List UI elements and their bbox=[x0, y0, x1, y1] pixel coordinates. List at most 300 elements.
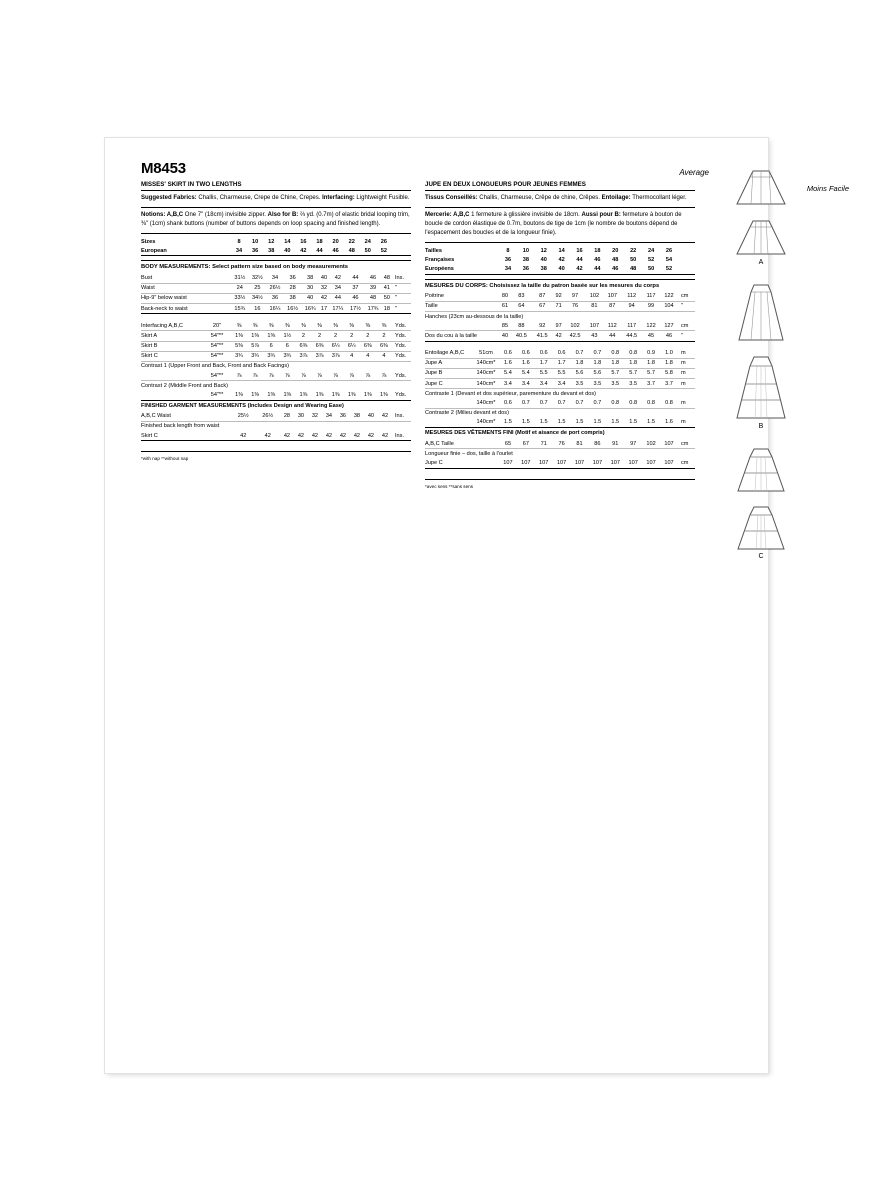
cell: 88 bbox=[511, 321, 532, 331]
english-finished-head: FINISHED GARMENT MEASUREMENTS (Includes Design and Wearing Ease) bbox=[141, 402, 344, 409]
french-column bbox=[425, 177, 695, 489]
skirt-short-flared-icon bbox=[733, 168, 789, 208]
cell: 6⅜ bbox=[311, 341, 327, 351]
cell: ⅜ bbox=[360, 321, 376, 331]
row-label: Poitrine bbox=[425, 292, 499, 302]
english-body-measurements-head: BODY MEASUREMENTS: Select pattern size based on body measurements bbox=[141, 260, 411, 270]
cell: 1.0 bbox=[660, 349, 678, 359]
table-row bbox=[425, 321, 695, 331]
table-row bbox=[425, 418, 695, 428]
cell: 1.7 bbox=[535, 358, 553, 368]
unit-cell: Yds. bbox=[392, 371, 411, 381]
width-cell: 54"** bbox=[203, 351, 231, 361]
finished-sub: Longueur finie – dos, taille à l'ourlet bbox=[425, 450, 513, 457]
cell: 107 bbox=[660, 458, 678, 468]
row-label: Entoilage A,B,C bbox=[425, 349, 473, 359]
cell: 40 bbox=[553, 264, 571, 274]
unit-cell: Ins. bbox=[392, 273, 411, 283]
cell: 0.6 bbox=[553, 349, 571, 359]
cell: 127 bbox=[660, 321, 678, 331]
skirt-long-tiered-icon bbox=[733, 354, 789, 422]
hip-label: Hanches (23cm au-dessous de la taille) bbox=[425, 313, 524, 320]
table-row bbox=[425, 408, 695, 418]
width-cell: 54"** bbox=[203, 341, 231, 351]
cell: 3.5 bbox=[624, 379, 642, 389]
cell: 36 bbox=[336, 412, 350, 422]
cell: 40 bbox=[364, 412, 378, 422]
cell: 80 bbox=[499, 292, 511, 302]
size-cell: 22 bbox=[630, 247, 637, 254]
cell: 36 bbox=[266, 293, 284, 303]
notions-label: Mercerie: A,B,C bbox=[425, 212, 470, 218]
unit-cell: Yds. bbox=[392, 351, 411, 361]
contrast2-label: Contrast 2 (Middle Front and Back) bbox=[141, 382, 229, 389]
unit-cell: " bbox=[392, 303, 411, 313]
cell: 34 bbox=[266, 273, 284, 283]
cell: 0.6 bbox=[535, 349, 553, 359]
row-label bbox=[141, 371, 203, 381]
divider bbox=[425, 242, 695, 243]
table-row bbox=[141, 303, 411, 313]
size-cell: 12 bbox=[540, 247, 547, 254]
cell: 17¾ bbox=[364, 303, 382, 313]
cell: 54 bbox=[665, 256, 673, 263]
cell: 3.5 bbox=[606, 379, 624, 389]
cell: 6 bbox=[279, 341, 295, 351]
cell: 44 bbox=[347, 273, 365, 283]
size-cell: 20 bbox=[332, 238, 339, 245]
notions-b-label: Aussi pour B: bbox=[581, 212, 621, 218]
cell: 44 bbox=[588, 264, 606, 274]
cell: 1.5 bbox=[624, 418, 642, 428]
cell: 97 bbox=[553, 321, 565, 331]
cell: ⅞ bbox=[263, 371, 279, 381]
interfacing-text: Lightweight Fusible. bbox=[354, 195, 410, 201]
cell: 42 bbox=[322, 431, 336, 441]
cell: 112 bbox=[603, 321, 621, 331]
cell: 65 bbox=[499, 439, 517, 449]
row-label: Back-neck to waist bbox=[141, 303, 231, 313]
cell: 25½ bbox=[231, 412, 255, 422]
size-cell: 24 bbox=[364, 238, 371, 245]
unit-cell bbox=[392, 246, 411, 256]
cell: 18 bbox=[382, 303, 392, 313]
cell: 83 bbox=[511, 292, 532, 302]
size-cell: 26 bbox=[665, 247, 673, 254]
cell: 4 bbox=[376, 351, 392, 361]
unit-cell: Yds. bbox=[392, 331, 411, 341]
french-finished-table bbox=[425, 439, 695, 469]
width-cell: 140cm* bbox=[473, 358, 499, 368]
row-label bbox=[425, 398, 473, 408]
row-label: Jupe B bbox=[425, 368, 473, 378]
cell: 97 bbox=[624, 439, 642, 449]
interfacing-text: Thermocollant léger. bbox=[630, 195, 687, 201]
table-row bbox=[141, 331, 411, 341]
cell: 1.7 bbox=[553, 358, 571, 368]
row-label: Interfacing A,B,C bbox=[141, 321, 203, 331]
cell: 44.5 bbox=[621, 331, 642, 341]
unit-cell: Ins. bbox=[392, 431, 411, 441]
cell: 5.5 bbox=[535, 368, 553, 378]
cell: 1.6 bbox=[499, 358, 517, 368]
cell: ⅜ bbox=[295, 321, 311, 331]
cell: 6⅜ bbox=[295, 341, 311, 351]
cell: 46 bbox=[660, 331, 678, 341]
cell: 0.7 bbox=[553, 398, 571, 408]
cell: 43 bbox=[585, 331, 603, 341]
cell: ⅞ bbox=[360, 371, 376, 381]
row-label: Jupe A bbox=[425, 358, 473, 368]
cell: ⅞ bbox=[344, 371, 360, 381]
table-row bbox=[425, 358, 695, 368]
cell: 2 bbox=[311, 331, 327, 341]
cell: 1.8 bbox=[588, 358, 606, 368]
spacer bbox=[425, 342, 695, 346]
cell: 0.8 bbox=[642, 398, 660, 408]
european-label: European bbox=[141, 246, 231, 256]
difficulty-fr: Moins Facile bbox=[806, 184, 849, 193]
width-cell: 54"** bbox=[203, 371, 231, 381]
table-row bbox=[141, 321, 411, 331]
cell: 6 bbox=[263, 341, 279, 351]
cell: 42 bbox=[308, 431, 322, 441]
cell: 1.5 bbox=[535, 418, 553, 428]
cell: ⅜ bbox=[328, 321, 344, 331]
french-title: JUPE EN DEUX LONGUEURS POUR JEUNES FEMMES bbox=[425, 181, 695, 191]
cell: 1⅜ bbox=[360, 390, 376, 400]
cell: 85 bbox=[499, 321, 511, 331]
figure-short-1 bbox=[729, 168, 793, 208]
cell: 33½ bbox=[231, 293, 249, 303]
cell: 32 bbox=[319, 283, 329, 293]
cell: 38 bbox=[535, 264, 553, 274]
cell: 107 bbox=[660, 439, 678, 449]
cell: 42 bbox=[336, 431, 350, 441]
figure-long-3 bbox=[729, 446, 793, 494]
width-cell: 54"** bbox=[203, 331, 231, 341]
french-size-table bbox=[425, 246, 695, 275]
row-label bbox=[425, 321, 499, 331]
cell: 40 bbox=[319, 273, 329, 283]
cell: 0.8 bbox=[606, 398, 624, 408]
pattern-number: M8453 bbox=[141, 160, 186, 177]
finished-sub: Finished back length from waist bbox=[141, 423, 220, 430]
table-row bbox=[425, 398, 695, 408]
row-label bbox=[425, 418, 473, 428]
cell: 5⅞ bbox=[247, 341, 263, 351]
cell: 1.5 bbox=[553, 418, 571, 428]
cell: 1.8 bbox=[571, 358, 589, 368]
unit-cell: m bbox=[678, 368, 695, 378]
french-body-table bbox=[425, 292, 695, 342]
notions-label: Notions: A,B,C bbox=[141, 212, 184, 218]
spacer bbox=[141, 314, 411, 318]
cell: 107 bbox=[499, 458, 517, 468]
figure-label-c: C bbox=[758, 553, 764, 560]
unit-cell: m bbox=[678, 398, 695, 408]
cell: ⅜ bbox=[247, 321, 263, 331]
cell: 107 bbox=[535, 458, 553, 468]
cell: 1⅜ bbox=[295, 390, 311, 400]
sizes-label: Sizes bbox=[141, 238, 156, 245]
cell: 28 bbox=[284, 283, 302, 293]
row-label bbox=[141, 390, 203, 400]
size-cell: 24 bbox=[647, 247, 655, 254]
table-row bbox=[141, 283, 411, 293]
table-row bbox=[141, 421, 411, 431]
cell: 5.4 bbox=[499, 368, 517, 378]
cell: 1.8 bbox=[660, 358, 678, 368]
cell: 1.6 bbox=[517, 358, 535, 368]
cell: 42 bbox=[255, 431, 279, 441]
cell: 44 bbox=[329, 293, 347, 303]
pattern-envelope-back bbox=[105, 138, 849, 1073]
cell: 107 bbox=[588, 458, 606, 468]
table-row bbox=[141, 390, 411, 400]
width-cell: 51cm bbox=[473, 349, 499, 359]
contrast1-label: Contraste 1 (Devant et dos supérieur, parementure du devant et dos) bbox=[425, 390, 597, 397]
cell: 46 bbox=[606, 264, 624, 274]
cell: 42 bbox=[558, 256, 565, 263]
cell: 81 bbox=[585, 301, 603, 311]
width-cell: 140cm* bbox=[473, 368, 499, 378]
skirt-long-flared-icon bbox=[733, 282, 789, 344]
european-cell: 46 bbox=[328, 246, 344, 256]
table-row bbox=[141, 371, 411, 381]
table-row bbox=[141, 431, 411, 441]
cell: 5.6 bbox=[571, 368, 589, 378]
unit-cell: " bbox=[678, 331, 695, 341]
cell: 52 bbox=[660, 264, 678, 274]
cell: 102 bbox=[585, 292, 603, 302]
width-cell: 140cm* bbox=[473, 418, 499, 428]
cell: 3⅞ bbox=[295, 351, 311, 361]
table-row bbox=[141, 273, 411, 283]
size-cell: 10 bbox=[252, 238, 259, 245]
cell: 76 bbox=[565, 301, 586, 311]
cell: 1⅜ bbox=[311, 390, 327, 400]
row-label: Waist bbox=[141, 283, 231, 293]
cell: 24 bbox=[231, 283, 249, 293]
cell: 1⅜ bbox=[231, 331, 247, 341]
cell: 16¼ bbox=[266, 303, 284, 313]
cell: 3¾ bbox=[247, 351, 263, 361]
cell: 1.5 bbox=[499, 418, 517, 428]
size-cell: 22 bbox=[348, 238, 355, 245]
size-cell: 8 bbox=[237, 238, 241, 245]
content-area bbox=[141, 160, 849, 560]
table-row bbox=[141, 361, 411, 371]
cell: 40.5 bbox=[511, 331, 532, 341]
width-cell: 54"** bbox=[203, 390, 231, 400]
cell: 42 bbox=[553, 331, 565, 341]
cell: 107 bbox=[642, 458, 660, 468]
table-row bbox=[141, 293, 411, 303]
cell: 0.8 bbox=[660, 398, 678, 408]
skirt-long-tiered-3-icon bbox=[733, 504, 789, 552]
french-footnote: *avec sens **sans sens bbox=[425, 479, 695, 489]
cell: 41 bbox=[382, 283, 392, 293]
unit-cell: Yds. bbox=[392, 390, 411, 400]
english-column bbox=[141, 177, 411, 489]
size-cell: 14 bbox=[284, 238, 291, 245]
table-row bbox=[425, 439, 695, 449]
row-label: A,B,C Taille bbox=[425, 439, 499, 449]
unit-cell: Yds. bbox=[392, 321, 411, 331]
row-label: A,B,C Waist bbox=[141, 412, 231, 422]
cell: 81 bbox=[571, 439, 589, 449]
cell: 67 bbox=[532, 301, 553, 311]
english-notions bbox=[141, 211, 411, 229]
english-body-table bbox=[141, 273, 411, 314]
cell: 3.4 bbox=[535, 379, 553, 389]
cell: 3.7 bbox=[642, 379, 660, 389]
cell: 44 bbox=[603, 331, 621, 341]
french-sizes-label: Françaises bbox=[425, 256, 455, 263]
cell: 1⅜ bbox=[231, 390, 247, 400]
cell: 117 bbox=[642, 292, 660, 302]
cell: 28 bbox=[280, 412, 294, 422]
unit-cell: m bbox=[678, 358, 695, 368]
european-cell: 36 bbox=[247, 246, 263, 256]
european-cell: 40 bbox=[279, 246, 295, 256]
european-label: Européens bbox=[425, 264, 499, 274]
sizes-label: Tailles bbox=[425, 247, 442, 254]
cell: 1⅜ bbox=[279, 390, 295, 400]
two-column-body bbox=[141, 177, 741, 489]
cell: 26½ bbox=[255, 412, 279, 422]
table-row bbox=[425, 349, 695, 359]
cell: 38 bbox=[301, 273, 319, 283]
table-row bbox=[425, 301, 695, 311]
cell: 1.5 bbox=[588, 418, 606, 428]
unit-cell: " bbox=[392, 283, 411, 293]
cell: 0.7 bbox=[588, 349, 606, 359]
cell: 107 bbox=[606, 458, 624, 468]
row-label: Dos du cou à la taille bbox=[425, 331, 499, 341]
cell: 46 bbox=[594, 256, 601, 263]
cell: ⅞ bbox=[311, 371, 327, 381]
fabrics-text: Challis, Charmeuse, Crepe de Chine, Crepes. bbox=[196, 195, 321, 201]
width-cell: 20" bbox=[203, 321, 231, 331]
table-row bbox=[141, 412, 411, 422]
cell: 1.6 bbox=[660, 418, 678, 428]
cell: 1⅜ bbox=[247, 331, 263, 341]
cell: 42 bbox=[378, 412, 392, 422]
cell: 48 bbox=[382, 273, 392, 283]
cell: 16¾ bbox=[301, 303, 319, 313]
unit-cell bbox=[678, 264, 695, 274]
cell: 38 bbox=[522, 256, 529, 263]
cell: 5.7 bbox=[624, 368, 642, 378]
cell: 50 bbox=[630, 256, 637, 263]
english-size-table bbox=[141, 237, 411, 256]
cell: 5.4 bbox=[517, 368, 535, 378]
cell: 0.8 bbox=[624, 398, 642, 408]
cell: 46 bbox=[364, 273, 382, 283]
cell: 5.5 bbox=[553, 368, 571, 378]
cell: 122 bbox=[642, 321, 660, 331]
unit-cell: cm bbox=[678, 321, 695, 331]
cell: 5⅜ bbox=[231, 341, 247, 351]
french-finished-head: MESURES DES VÊTEMENTS FINI (Motif et aisance de port compris) bbox=[425, 430, 605, 436]
cell: 26½ bbox=[266, 283, 284, 293]
cell: 38 bbox=[284, 293, 302, 303]
unit-cell: " bbox=[392, 293, 411, 303]
cell: 36 bbox=[504, 256, 512, 263]
unit-cell: m bbox=[678, 379, 695, 389]
cell: 67 bbox=[517, 439, 535, 449]
unit-cell: cm bbox=[678, 458, 695, 468]
cell: ⅜ bbox=[311, 321, 327, 331]
cell: 71 bbox=[535, 439, 553, 449]
cell: 102 bbox=[565, 321, 586, 331]
size-cell: 18 bbox=[594, 247, 601, 254]
unit-cell: Yds. bbox=[392, 341, 411, 351]
notions-b-text: fermeture à bouton de boucle de cordon élastique de 0.7m, boutons de tige de 1cm (le nombre de boutons dépend de l'espacement des boucles et de la longueur finie). bbox=[425, 212, 682, 236]
cell: 2 bbox=[360, 331, 376, 341]
cell: ⅜ bbox=[376, 321, 392, 331]
unit-cell: Ins. bbox=[392, 412, 411, 422]
table-row bbox=[425, 311, 695, 321]
header bbox=[141, 160, 741, 177]
cell: 48 bbox=[612, 256, 619, 263]
cell: 1⅜ bbox=[263, 390, 279, 400]
width-cell: 140cm* bbox=[473, 379, 499, 389]
size-cell: 10 bbox=[522, 247, 529, 254]
cell: 1⅜ bbox=[263, 331, 279, 341]
cell: 40 bbox=[540, 256, 547, 263]
figure-label-b: B bbox=[758, 423, 764, 430]
european-cell: 50 bbox=[360, 246, 376, 256]
european-cell: 42 bbox=[295, 246, 311, 256]
cell: 32½ bbox=[249, 273, 267, 283]
french-notions bbox=[425, 211, 695, 238]
cell: 44 bbox=[576, 256, 583, 263]
cell: 34 bbox=[499, 264, 517, 274]
cell: 3.5 bbox=[588, 379, 606, 389]
cell: 61 bbox=[499, 301, 511, 311]
cell: 37 bbox=[347, 283, 365, 293]
cell: 0.8 bbox=[624, 349, 642, 359]
cell: 112 bbox=[621, 292, 642, 302]
fabrics-text: Challis, Charmeuse, Crêpe de chine, Crêpes. bbox=[477, 195, 600, 201]
cell: 38 bbox=[350, 412, 364, 422]
cell: 1⅜ bbox=[328, 390, 344, 400]
cell: 42 bbox=[329, 273, 347, 283]
unit-cell: cm bbox=[678, 292, 695, 302]
cell: 3⅞ bbox=[328, 351, 344, 361]
fabrics-label: Suggested Fabrics: bbox=[141, 195, 197, 201]
figure-short-2 bbox=[729, 218, 793, 272]
line-art-column bbox=[729, 168, 793, 576]
english-title: MISSES' SKIRT IN TWO LENGTHS bbox=[141, 181, 411, 191]
cell: 0.8 bbox=[606, 349, 624, 359]
width-cell: 140cm* bbox=[473, 398, 499, 408]
french-fabrics bbox=[425, 194, 695, 203]
cell: 91 bbox=[606, 439, 624, 449]
cell: 107 bbox=[571, 458, 589, 468]
european-cell: 38 bbox=[263, 246, 279, 256]
table-row bbox=[141, 341, 411, 351]
row-label: Jupe C bbox=[425, 458, 499, 468]
cell: 5.7 bbox=[606, 368, 624, 378]
cell: 2 bbox=[328, 331, 344, 341]
cell: 1⅜ bbox=[344, 390, 360, 400]
cell: 3.4 bbox=[553, 379, 571, 389]
cell: 41.5 bbox=[532, 331, 553, 341]
